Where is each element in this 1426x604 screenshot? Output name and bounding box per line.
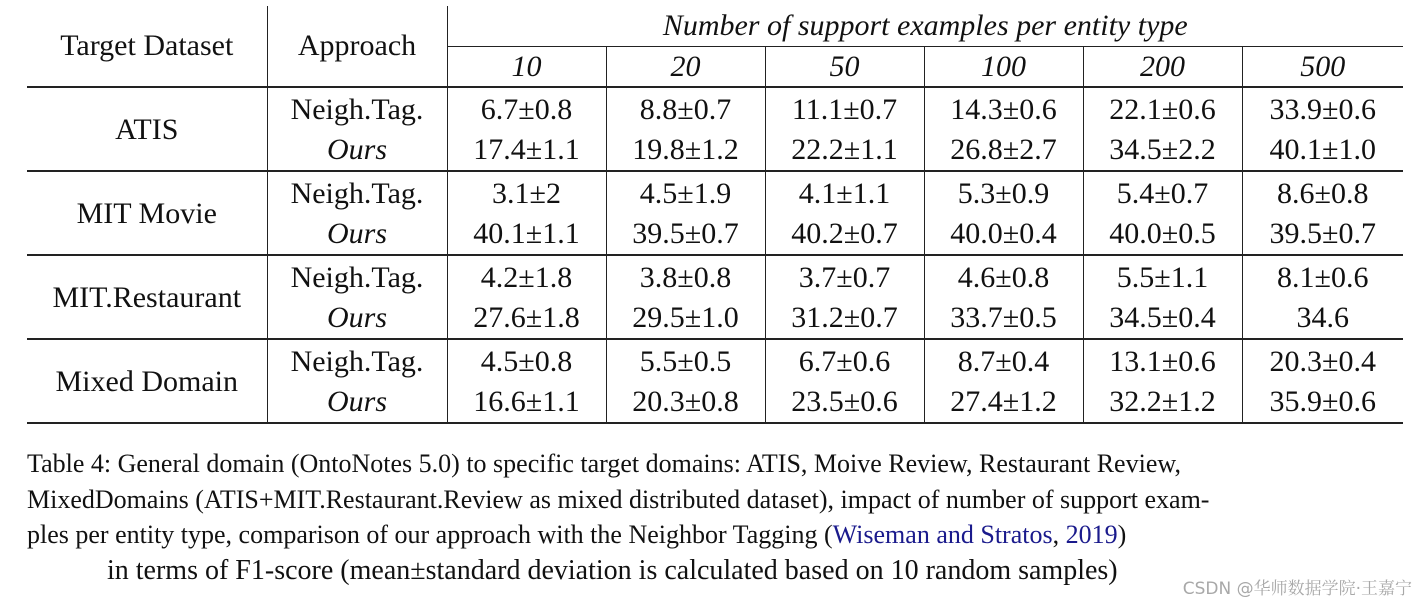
score-cell: 32.2±1.2 xyxy=(1083,382,1242,423)
score-cell: 8.6±0.8 xyxy=(1242,171,1403,214)
score-cell: 6.7±0.6 xyxy=(765,339,924,382)
approach-name: Neigh.Tag. xyxy=(267,339,447,382)
score-cell: 3.1±2 xyxy=(447,171,606,214)
score-cell: 4.2±1.8 xyxy=(447,255,606,298)
score-cell: 34.5±0.4 xyxy=(1083,298,1242,339)
score-cell: 4.5±0.8 xyxy=(447,339,606,382)
results-table xyxy=(27,6,1403,424)
caption-line-3-text: ples per entity type, comparison of our approach with the Neighbor Tagging ( xyxy=(27,520,833,549)
score-cell: 40.1±1.1 xyxy=(447,214,606,255)
score-cell: 4.6±0.8 xyxy=(924,255,1083,298)
score-cell: 8.7±0.4 xyxy=(924,339,1083,382)
score-cell: 11.1±0.7 xyxy=(765,87,924,130)
watermark: CSDN @华师数据学院·王嘉宁 xyxy=(1182,579,1412,599)
approach-name: Neigh.Tag. xyxy=(267,87,447,130)
score-cell: 35.9±0.6 xyxy=(1242,382,1403,423)
header-k-10: 10 xyxy=(447,47,606,88)
score-cell: 16.6±1.1 xyxy=(447,382,606,423)
caption-line-4: in terms of F1-score (mean±standard deviation is calculated based on 10 random samples) xyxy=(107,554,1118,586)
header-k-500: 500 xyxy=(1242,47,1403,88)
caption-line-3 xyxy=(27,517,1382,553)
score-cell: 40.0±0.5 xyxy=(1083,214,1242,255)
dataset-name: MIT.Restaurant xyxy=(27,255,267,339)
table-row xyxy=(27,171,1403,214)
score-cell: 4.5±1.9 xyxy=(606,171,765,214)
score-cell: 5.4±0.7 xyxy=(1083,171,1242,214)
score-cell: 4.1±1.1 xyxy=(765,171,924,214)
header-k-100: 100 xyxy=(924,47,1083,88)
score-cell: 5.5±1.1 xyxy=(1083,255,1242,298)
table-row xyxy=(27,255,1403,298)
score-cell: 22.2±1.1 xyxy=(765,130,924,171)
score-cell: 13.1±0.6 xyxy=(1083,339,1242,382)
score-cell: 39.5±0.7 xyxy=(606,214,765,255)
approach-name: Neigh.Tag. xyxy=(267,255,447,298)
approach-name: Ours xyxy=(267,130,447,171)
score-cell: 19.8±1.2 xyxy=(606,130,765,171)
table-row xyxy=(27,87,1403,130)
caption-line-3-close: ) xyxy=(1117,520,1127,549)
score-cell: 33.9±0.6 xyxy=(1242,87,1403,130)
score-cell: 20.3±0.8 xyxy=(606,382,765,423)
score-cell: 34.5±2.2 xyxy=(1083,130,1242,171)
score-cell: 17.4±1.1 xyxy=(447,130,606,171)
dataset-name: ATIS xyxy=(27,87,267,171)
header-k-20: 20 xyxy=(606,47,765,88)
approach-name: Ours xyxy=(267,382,447,423)
citation-separator: , xyxy=(1052,520,1066,549)
score-cell: 8.1±0.6 xyxy=(1242,255,1403,298)
caption-line-2: MixedDomains (ATIS+MIT.Restaurant.Review as mixed distributed dataset), impact of number of support exam- xyxy=(27,484,1210,514)
score-cell: 20.3±0.4 xyxy=(1242,339,1403,382)
score-cell: 14.3±0.6 xyxy=(924,87,1083,130)
score-cell: 40.0±0.4 xyxy=(924,214,1083,255)
score-cell: 40.1±1.0 xyxy=(1242,130,1403,171)
score-cell: 34.6 xyxy=(1242,298,1403,339)
citation-year-link[interactable]: 2019 xyxy=(1065,520,1118,549)
header-approach: Approach xyxy=(267,6,447,87)
header-support-examples: Number of support examples per entity type xyxy=(447,6,1403,47)
header-k-50: 50 xyxy=(765,47,924,88)
score-cell: 39.5±0.7 xyxy=(1242,214,1403,255)
dataset-name: Mixed Domain xyxy=(27,339,267,423)
score-cell: 3.8±0.8 xyxy=(606,255,765,298)
score-cell: 29.5±1.0 xyxy=(606,298,765,339)
score-cell: 27.4±1.2 xyxy=(924,382,1083,423)
score-cell: 5.3±0.9 xyxy=(924,171,1083,214)
score-cell: 33.7±0.5 xyxy=(924,298,1083,339)
table-row xyxy=(27,339,1403,382)
score-cell: 27.6±1.8 xyxy=(447,298,606,339)
score-cell: 26.8±2.7 xyxy=(924,130,1083,171)
score-cell: 8.8±0.7 xyxy=(606,87,765,130)
score-cell: 6.7±0.8 xyxy=(447,87,606,130)
header-k-200: 200 xyxy=(1083,47,1242,88)
score-cell: 22.1±0.6 xyxy=(1083,87,1242,130)
citation-authors-link[interactable]: Wiseman and Stratos xyxy=(832,520,1053,549)
approach-name: Ours xyxy=(267,214,447,255)
score-cell: 23.5±0.6 xyxy=(765,382,924,423)
score-cell: 3.7±0.7 xyxy=(765,255,924,298)
score-cell: 40.2±0.7 xyxy=(765,214,924,255)
score-cell: 31.2±0.7 xyxy=(765,298,924,339)
approach-name: Ours xyxy=(267,298,447,339)
caption-line-1: Table 4: General domain (OntoNotes 5.0) to specific target domains: ATIS, Moive Review, Restaurant Review, xyxy=(27,449,1181,478)
table-caption xyxy=(27,446,1382,588)
score-cell: 5.5±0.5 xyxy=(606,339,765,382)
approach-name: Neigh.Tag. xyxy=(267,171,447,214)
header-target-dataset: Target Dataset xyxy=(27,6,267,87)
dataset-name: MIT Movie xyxy=(27,171,267,255)
